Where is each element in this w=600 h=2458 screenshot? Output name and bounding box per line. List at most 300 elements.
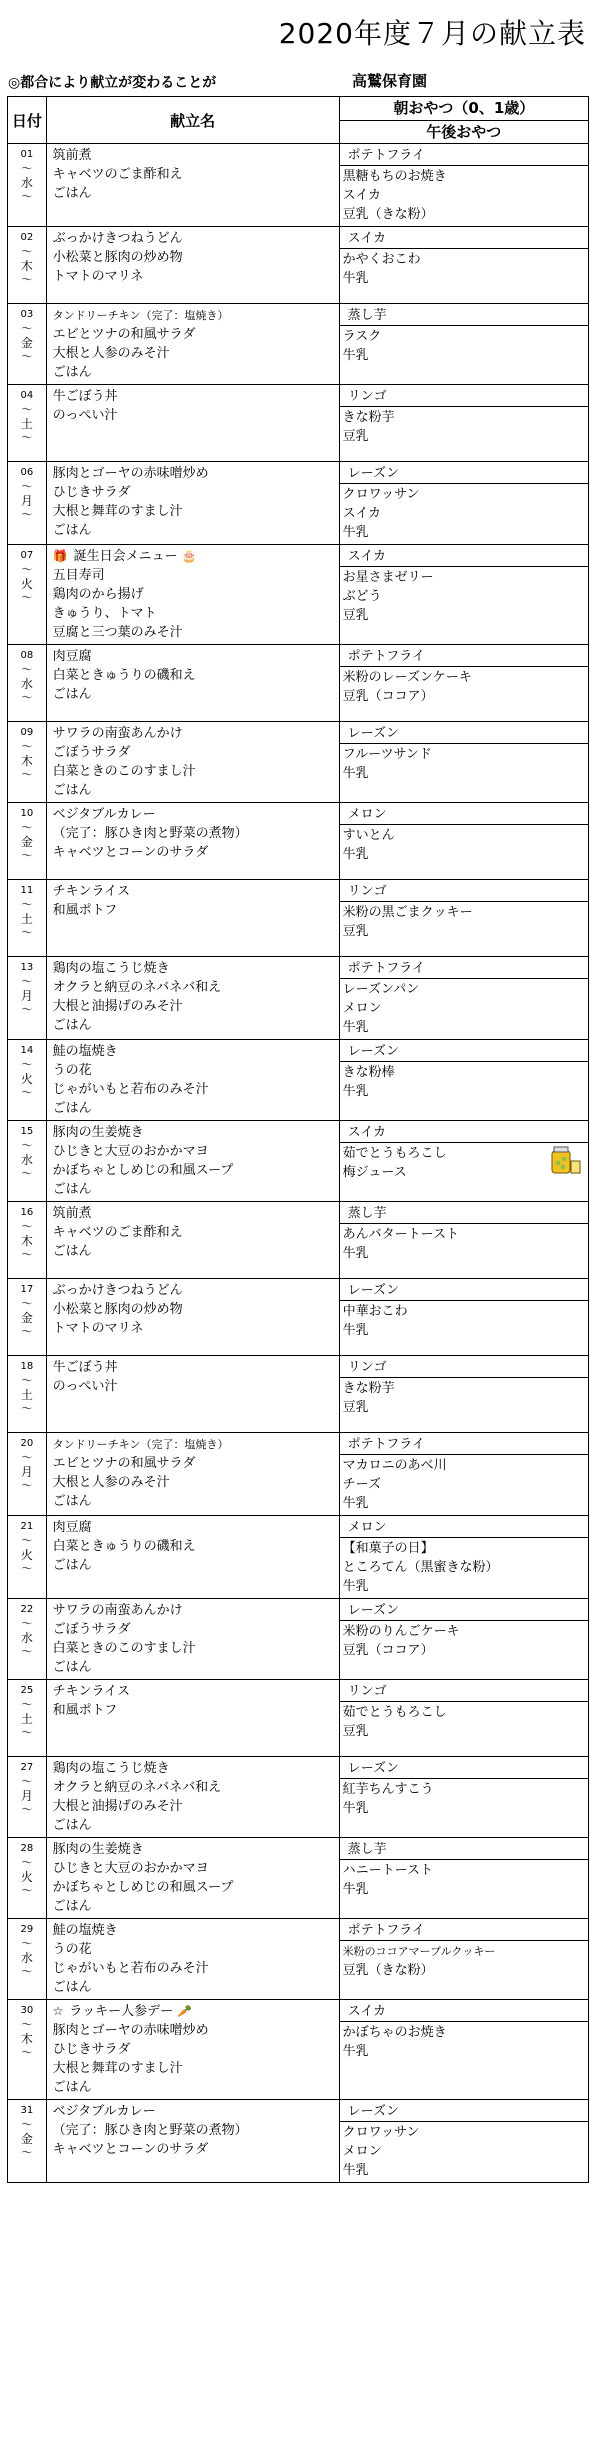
date-tilde-bottom: 〜	[21, 1965, 33, 1978]
menu-item: かぼちゃとしめじの和風スープ	[52, 1163, 234, 1178]
afternoon-snack-item: メロン	[342, 2144, 382, 2159]
menu-item: オクラと納豆のネバネバ和え	[52, 1780, 222, 1795]
date-cell	[8, 645, 47, 722]
date-cell	[8, 1757, 47, 1838]
menu-item: チキンライス	[52, 1684, 130, 1699]
menu-item: 和風ポトフ	[52, 903, 118, 918]
date-tilde-top: 〜	[21, 2018, 33, 2031]
menu-item: 筑前煮	[52, 148, 92, 163]
morning-snack: 蒸し芋	[340, 1840, 588, 1860]
date-tilde-top: 〜	[21, 1297, 33, 1310]
table-row	[8, 645, 589, 722]
menu-item: ぶっかけきつねうどん	[52, 1283, 183, 1298]
menu-item: 白菜ときゅうりの磯和え	[52, 668, 196, 683]
table-row	[8, 1121, 589, 1202]
table-row	[8, 2100, 589, 2183]
table-row	[8, 880, 589, 957]
date-day: 03	[20, 309, 34, 320]
date-cell	[8, 144, 47, 227]
afternoon-snack-item: 牛乳	[342, 1579, 369, 1594]
afternoon-snack-item: ラスク	[342, 329, 382, 344]
afternoon-snack-item: 牛乳	[342, 271, 369, 286]
menu-item: ごはん	[52, 1101, 92, 1116]
date-tilde-top: 〜	[21, 1534, 33, 1547]
afternoon-snack-item: 【和菓子の日】	[342, 1541, 434, 1556]
date-weekday: 金	[20, 2132, 33, 2146]
date-weekday: 金	[20, 835, 33, 849]
date-tilde-bottom: 〜	[21, 1167, 33, 1180]
morning-snack: スイカ	[340, 1123, 588, 1143]
snack-cell	[339, 385, 588, 462]
menu-cell	[46, 2100, 339, 2183]
menu-item: ベジタブルカレー	[52, 807, 156, 822]
date-cell	[8, 545, 47, 645]
table-row	[8, 1838, 589, 1919]
snack-cell	[339, 803, 588, 880]
date-tilde-bottom: 〜	[21, 1003, 33, 1016]
menu-item: キャベツのごま酢和え	[52, 1225, 183, 1240]
snack-cell	[339, 1516, 588, 1599]
menu-item: （完了：豚ひき肉と野菜の煮物）	[52, 826, 248, 841]
date-day: 21	[20, 1521, 34, 1532]
menu-item: 五目寿司	[52, 568, 105, 583]
menu-cell	[46, 385, 339, 462]
snack-cell	[339, 2100, 588, 2183]
date-weekday: 土	[20, 417, 33, 431]
afternoon-snack-item: きな粉芋	[342, 1381, 395, 1396]
table-row	[8, 1356, 589, 1433]
snack-cell	[339, 880, 588, 957]
header-snack	[339, 97, 588, 144]
morning-snack: レーズン	[340, 1759, 588, 1779]
menu-cell	[46, 1121, 339, 1202]
date-tilde-bottom: 〜	[21, 273, 33, 286]
date-tilde-top: 〜	[21, 1220, 33, 1233]
date-cell	[8, 957, 47, 1040]
date-tilde-top: 〜	[21, 821, 33, 834]
date-tilde-top: 〜	[21, 1374, 33, 1387]
menu-item: ごはん	[52, 1818, 92, 1833]
menu-item: 大根と油揚げのみそ汁	[52, 999, 183, 1014]
afternoon-snack-item: 梅ジュース	[342, 1165, 407, 1180]
menu-item: オクラと納豆のネバネバ和え	[52, 980, 222, 995]
menu-cell	[46, 645, 339, 722]
date-weekday: 月	[20, 989, 33, 1003]
menu-item: ごはん	[52, 1899, 92, 1914]
menu-item: ごぼうサラダ	[52, 745, 131, 760]
snack-cell	[339, 462, 588, 545]
morning-snack: レーズン	[340, 1281, 588, 1301]
afternoon-snack-item: かやくおこわ	[342, 252, 421, 267]
morning-snack: リンゴ	[340, 1682, 588, 1702]
menu-cell	[46, 1919, 339, 2000]
date-day: 16	[20, 1207, 34, 1218]
afternoon-snack-item: 牛乳	[342, 1882, 369, 1897]
menu-rows	[8, 144, 589, 2183]
table-row	[8, 1433, 589, 1516]
date-tilde-top: 〜	[21, 245, 33, 258]
morning-snack: スイカ	[340, 229, 588, 249]
menu-item: 大根と舞茸のすまし汁	[52, 504, 183, 519]
date-day: 02	[20, 232, 34, 243]
date-weekday: 火	[20, 1548, 33, 1562]
date-day: 28	[20, 1843, 34, 1854]
afternoon-snack-item: 米粉のりんごケーキ	[342, 1624, 460, 1639]
table-row	[8, 1757, 589, 1838]
table-row	[8, 144, 589, 227]
afternoon-snack-item: 豆乳（ココア）	[342, 689, 434, 704]
afternoon-snack-item: 米粉のレーズンケーキ	[342, 670, 472, 685]
snack-cell	[339, 1121, 588, 1202]
afternoon-snack-item: 米粉の黒ごまクッキー	[342, 905, 473, 920]
afternoon-snack-item: 豆乳	[342, 1400, 369, 1415]
menu-cell	[46, 803, 339, 880]
date-tilde-bottom: 〜	[21, 431, 33, 444]
date-tilde-top: 〜	[21, 162, 33, 175]
morning-snack: ポテトフライ	[340, 146, 588, 166]
afternoon-snack-item: 牛乳	[342, 766, 369, 781]
table-row	[8, 803, 589, 880]
plum-juice-jar-icon	[548, 1143, 582, 1175]
afternoon-snack-item: 牛乳	[342, 2163, 369, 2178]
snack-cell	[339, 1202, 588, 1279]
afternoon-snack-item: メロン	[342, 1001, 382, 1016]
date-day: 04	[20, 390, 34, 401]
menu-item: ごはん	[52, 1182, 92, 1197]
date-weekday: 水	[20, 677, 33, 691]
afternoon-snack-item: 牛乳	[342, 2044, 369, 2059]
school-name: 高鷲保育園	[352, 72, 428, 90]
menu-item: うの花	[52, 1063, 92, 1078]
afternoon-snack-item: 豆乳	[342, 924, 369, 939]
date-weekday: 月	[20, 1789, 33, 1803]
date-day: 06	[20, 467, 34, 478]
date-weekday: 木	[20, 259, 33, 273]
afternoon-snack-item: スイカ	[342, 506, 381, 521]
menu-item: 鶏肉の塩こうじ焼き	[52, 1761, 170, 1776]
menu-cell	[46, 1757, 339, 1838]
menu-item: ☆ ラッキー人参デー 🥕	[52, 2004, 193, 2019]
afternoon-snack-item: 豆乳	[342, 1724, 369, 1739]
notice-text: ◎都合により献立が変わることが	[8, 75, 217, 91]
date-weekday: 水	[20, 176, 33, 190]
menu-item: ごはん	[52, 1494, 92, 1509]
date-tilde-bottom: 〜	[21, 1562, 33, 1575]
snack-cell	[339, 2000, 588, 2100]
menu-cell	[46, 304, 339, 385]
menu-cell	[46, 1516, 339, 1599]
menu-item: キャベツとコーンのサラダ	[52, 845, 209, 860]
snack-cell	[339, 645, 588, 722]
table-row	[8, 2000, 589, 2100]
snack-cell	[339, 227, 588, 304]
menu-item: 鮭の塩焼き	[52, 1923, 118, 1938]
date-weekday: 火	[20, 1870, 33, 1884]
table-row	[8, 1680, 589, 1757]
menu-item: 鶏肉の塩こうじ焼き	[52, 961, 170, 976]
date-weekday: 火	[20, 1072, 33, 1086]
date-weekday: 金	[20, 336, 33, 350]
menu-cell	[46, 1356, 339, 1433]
date-tilde-top: 〜	[21, 740, 33, 753]
date-cell	[8, 227, 47, 304]
date-cell	[8, 1919, 47, 2000]
menu-item: 大根と舞茸のすまし汁	[52, 2061, 183, 2076]
table-row	[8, 545, 589, 645]
menu-item: エビとツナの和風サラダ	[52, 327, 196, 342]
date-tilde-top: 〜	[21, 480, 33, 493]
afternoon-snack-item: 牛乳	[342, 1496, 369, 1511]
date-tilde-bottom: 〜	[21, 1325, 33, 1338]
date-tilde-top: 〜	[21, 2118, 33, 2131]
menu-item: 鶏肉のから揚げ	[52, 587, 144, 602]
morning-snack: リンゴ	[340, 1358, 588, 1378]
afternoon-snack-item: 豆乳（ココア）	[342, 1643, 434, 1658]
afternoon-snack-item: あんバタートースト	[342, 1227, 459, 1242]
afternoon-snack-item: すいとん	[342, 828, 395, 843]
date-tilde-bottom: 〜	[21, 190, 33, 203]
date-cell	[8, 1433, 47, 1516]
menu-item: 豚肉とゴーヤの赤味噌炒め	[52, 2023, 209, 2038]
menu-item: ベジタブルカレー	[52, 2104, 156, 2119]
menu-item: ごはん	[52, 1244, 92, 1259]
menu-item: 牛ごぼう丼	[52, 389, 118, 404]
menu-item: トマトのマリネ	[52, 269, 144, 284]
table-row	[8, 1279, 589, 1356]
morning-snack: レーズン	[340, 464, 588, 484]
menu-item: きゅうり、トマト	[52, 606, 157, 621]
menu-item: ひじきと大豆のおかかマヨ	[52, 1861, 209, 1876]
afternoon-snack-item: レーズンパン	[342, 982, 420, 997]
table-row	[8, 722, 589, 803]
morning-snack: リンゴ	[340, 387, 588, 407]
menu-item: ごはん	[52, 523, 92, 538]
menu-item: じゃがいもと若布のみそ汁	[52, 1082, 209, 1097]
menu-item: ごはん	[52, 365, 92, 380]
afternoon-snack-item: 豆乳（きな粉）	[342, 207, 434, 222]
menu-item: 白菜ときのこのすまし汁	[52, 764, 196, 779]
afternoon-snack-item: ところてん（黒蜜きな粉）	[342, 1560, 499, 1575]
header-date: 日付	[8, 97, 47, 144]
menu-item: 大根と人参のみそ汁	[52, 346, 170, 361]
date-day: 25	[20, 1685, 34, 1696]
menu-item: キャベツとコーンのサラダ	[52, 2142, 209, 2157]
menu-item: のっぺい汁	[52, 1379, 118, 1394]
snack-cell	[339, 304, 588, 385]
menu-cell	[46, 957, 339, 1040]
morning-snack: レーズン	[340, 1042, 588, 1062]
date-day: 18	[20, 1361, 34, 1372]
cake-icon: 🎂	[181, 549, 197, 563]
date-tilde-top: 〜	[21, 1937, 33, 1950]
morning-snack: ポテトフライ	[340, 959, 588, 979]
afternoon-snack-item: 牛乳	[342, 1084, 369, 1099]
snack-cell	[339, 1433, 588, 1516]
menu-item: ごはん	[52, 186, 92, 201]
date-day: 09	[20, 727, 34, 738]
page-title: 2020年度７月の献立表	[278, 17, 586, 50]
snack-cell	[339, 1919, 588, 2000]
date-day: 10	[20, 808, 34, 819]
menu-item: のっぺい汁	[52, 408, 118, 423]
date-cell	[8, 1599, 47, 1680]
date-day: 01	[20, 149, 34, 160]
date-tilde-bottom: 〜	[21, 849, 33, 862]
date-weekday: 水	[20, 1951, 33, 1965]
date-cell	[8, 803, 47, 880]
menu-cell	[46, 1599, 339, 1680]
date-tilde-top: 〜	[21, 563, 33, 576]
date-weekday: 木	[20, 754, 33, 768]
date-tilde-bottom: 〜	[21, 691, 33, 704]
date-cell	[8, 1516, 47, 1599]
menu-item: サワラの南蛮あんかけ	[52, 726, 183, 741]
menu-item: 豚肉の生姜焼き	[52, 1125, 144, 1140]
date-cell	[8, 722, 47, 803]
afternoon-snack-item: 豆乳（きな粉）	[342, 1963, 434, 1978]
date-day: 15	[20, 1126, 34, 1137]
date-tilde-bottom: 〜	[21, 768, 33, 781]
snack-cell	[339, 144, 588, 227]
table-row	[8, 957, 589, 1040]
menu-item: 大根と人参のみそ汁	[52, 1475, 170, 1490]
snack-cell	[339, 1040, 588, 1121]
menu-cell	[46, 227, 339, 304]
date-tilde-bottom: 〜	[21, 350, 33, 363]
snack-cell	[339, 1838, 588, 1919]
date-cell	[8, 2000, 47, 2100]
date-day: 22	[20, 1604, 34, 1615]
morning-snack: レーズン	[340, 724, 588, 744]
date-cell	[8, 385, 47, 462]
date-cell	[8, 1202, 47, 1279]
date-tilde-bottom: 〜	[21, 1726, 33, 1739]
date-cell	[8, 304, 47, 385]
menu-item: ひじきサラダ	[52, 2042, 131, 2057]
snack-cell	[339, 1356, 588, 1433]
menu-cell	[46, 1202, 339, 1279]
menu-item: 筑前煮	[52, 1206, 92, 1221]
afternoon-snack-item: お星さまゼリー	[342, 570, 434, 585]
date-tilde-bottom: 〜	[21, 1479, 33, 1492]
menu-item: じゃがいもと若布のみそ汁	[52, 1961, 209, 1976]
snack-cell	[339, 722, 588, 803]
date-tilde-bottom: 〜	[21, 1884, 33, 1897]
date-cell	[8, 2100, 47, 2183]
header-menu: 献立名	[46, 97, 339, 144]
afternoon-snack-item: 黒糖もちのお焼き	[342, 169, 447, 184]
date-tilde-top: 〜	[21, 403, 33, 416]
date-weekday: 水	[20, 1631, 33, 1645]
menu-cell	[46, 1680, 339, 1757]
date-day: 14	[20, 1045, 34, 1056]
date-day: 31	[20, 2105, 34, 2116]
menu-item: サワラの南蛮あんかけ	[52, 1603, 183, 1618]
afternoon-snack-item: 豆乳	[342, 608, 369, 623]
afternoon-snack-item: ぶどう	[342, 589, 382, 604]
menu-item: タンドリーチキン（完了：塩焼き）	[52, 1438, 229, 1451]
date-tilde-bottom: 〜	[21, 591, 33, 604]
afternoon-snack-item: ハニートースト	[342, 1863, 433, 1878]
menu-item: タンドリーチキン（完了：塩焼き）	[52, 309, 229, 322]
snack-cell	[339, 1279, 588, 1356]
menu-item: ひじきサラダ	[52, 485, 131, 500]
date-weekday: 水	[20, 1153, 33, 1167]
date-cell	[8, 1838, 47, 1919]
menu-item: 🎁 誕生日会メニュー 🎂	[52, 549, 197, 564]
date-weekday: 木	[20, 2032, 33, 2046]
menu-item: 小松菜と豚肉の炒め物	[52, 250, 183, 265]
afternoon-snack-item: かぼちゃのお焼き	[342, 2025, 447, 2040]
date-day: 20	[20, 1438, 34, 1449]
afternoon-snack-item: きな粉棒	[342, 1065, 395, 1080]
afternoon-snack-item: きな粉芋	[342, 410, 395, 425]
date-day: 11	[20, 885, 34, 896]
date-day: 17	[20, 1284, 34, 1295]
morning-snack: スイカ	[340, 547, 588, 567]
date-day: 13	[20, 962, 34, 973]
snack-cell	[339, 1599, 588, 1680]
date-cell	[8, 1121, 47, 1202]
date-tilde-top: 〜	[21, 898, 33, 911]
afternoon-snack-item: 茹でとうもろこし	[342, 1146, 447, 1161]
date-tilde-bottom: 〜	[21, 1402, 33, 1415]
menu-item: 豆腐と三つ葉のみそ汁	[52, 625, 183, 640]
afternoon-snack-item: 米粉のココアマーブルクッキー	[342, 1945, 496, 1958]
date-tilde-top: 〜	[21, 1451, 33, 1464]
morning-snack: スイカ	[340, 2002, 588, 2022]
menu-item: 白菜ときゅうりの磯和え	[52, 1539, 196, 1554]
menu-item: 和風ポトフ	[52, 1703, 118, 1718]
date-tilde-bottom: 〜	[21, 2046, 33, 2059]
afternoon-snack-item: 茹でとうもろこし	[342, 1705, 447, 1720]
menu-cell	[46, 1838, 339, 1919]
afternoon-snack-item: 中華おこわ	[342, 1304, 408, 1319]
menu-item: エビとツナの和風サラダ	[52, 1456, 196, 1471]
table-row	[8, 1599, 589, 1680]
menu-item: かぼちゃとしめじの和風スープ	[52, 1880, 234, 1895]
afternoon-snack-item: 牛乳	[342, 525, 369, 540]
afternoon-snack-item: フルーツサンド	[342, 747, 432, 762]
menu-table	[7, 96, 589, 2183]
date-tilde-bottom: 〜	[21, 1803, 33, 1816]
date-tilde-top: 〜	[21, 322, 33, 335]
date-tilde-bottom: 〜	[21, 1645, 33, 1658]
morning-snack: 蒸し芋	[340, 306, 588, 326]
date-cell	[8, 1680, 47, 1757]
menu-item: ごはん	[52, 1018, 92, 1033]
menu-cell	[46, 1040, 339, 1121]
menu-item: ひじきと大豆のおかかマヨ	[52, 1144, 209, 1159]
date-tilde-top: 〜	[21, 1856, 33, 1869]
afternoon-snack-item: マカロニのあべ川	[342, 1458, 447, 1473]
menu-item: ごはん	[52, 687, 92, 702]
header-snack-afternoon: 午後おやつ	[340, 120, 588, 143]
snack-cell	[339, 1680, 588, 1757]
afternoon-snack-item: 紅芋ちんすこう	[342, 1782, 434, 1797]
date-cell	[8, 1279, 47, 1356]
morning-snack: レーズン	[340, 1601, 588, 1621]
table-row	[8, 304, 589, 385]
menu-item: ごぼうサラダ	[52, 1622, 131, 1637]
date-tilde-bottom: 〜	[21, 1086, 33, 1099]
date-tilde-bottom: 〜	[21, 1248, 33, 1261]
menu-item: ごはん	[52, 1558, 92, 1573]
date-cell	[8, 1356, 47, 1433]
menu-item: 肉豆腐	[52, 649, 92, 664]
date-tilde-top: 〜	[21, 975, 33, 988]
afternoon-snack-item: 牛乳	[342, 1801, 369, 1816]
